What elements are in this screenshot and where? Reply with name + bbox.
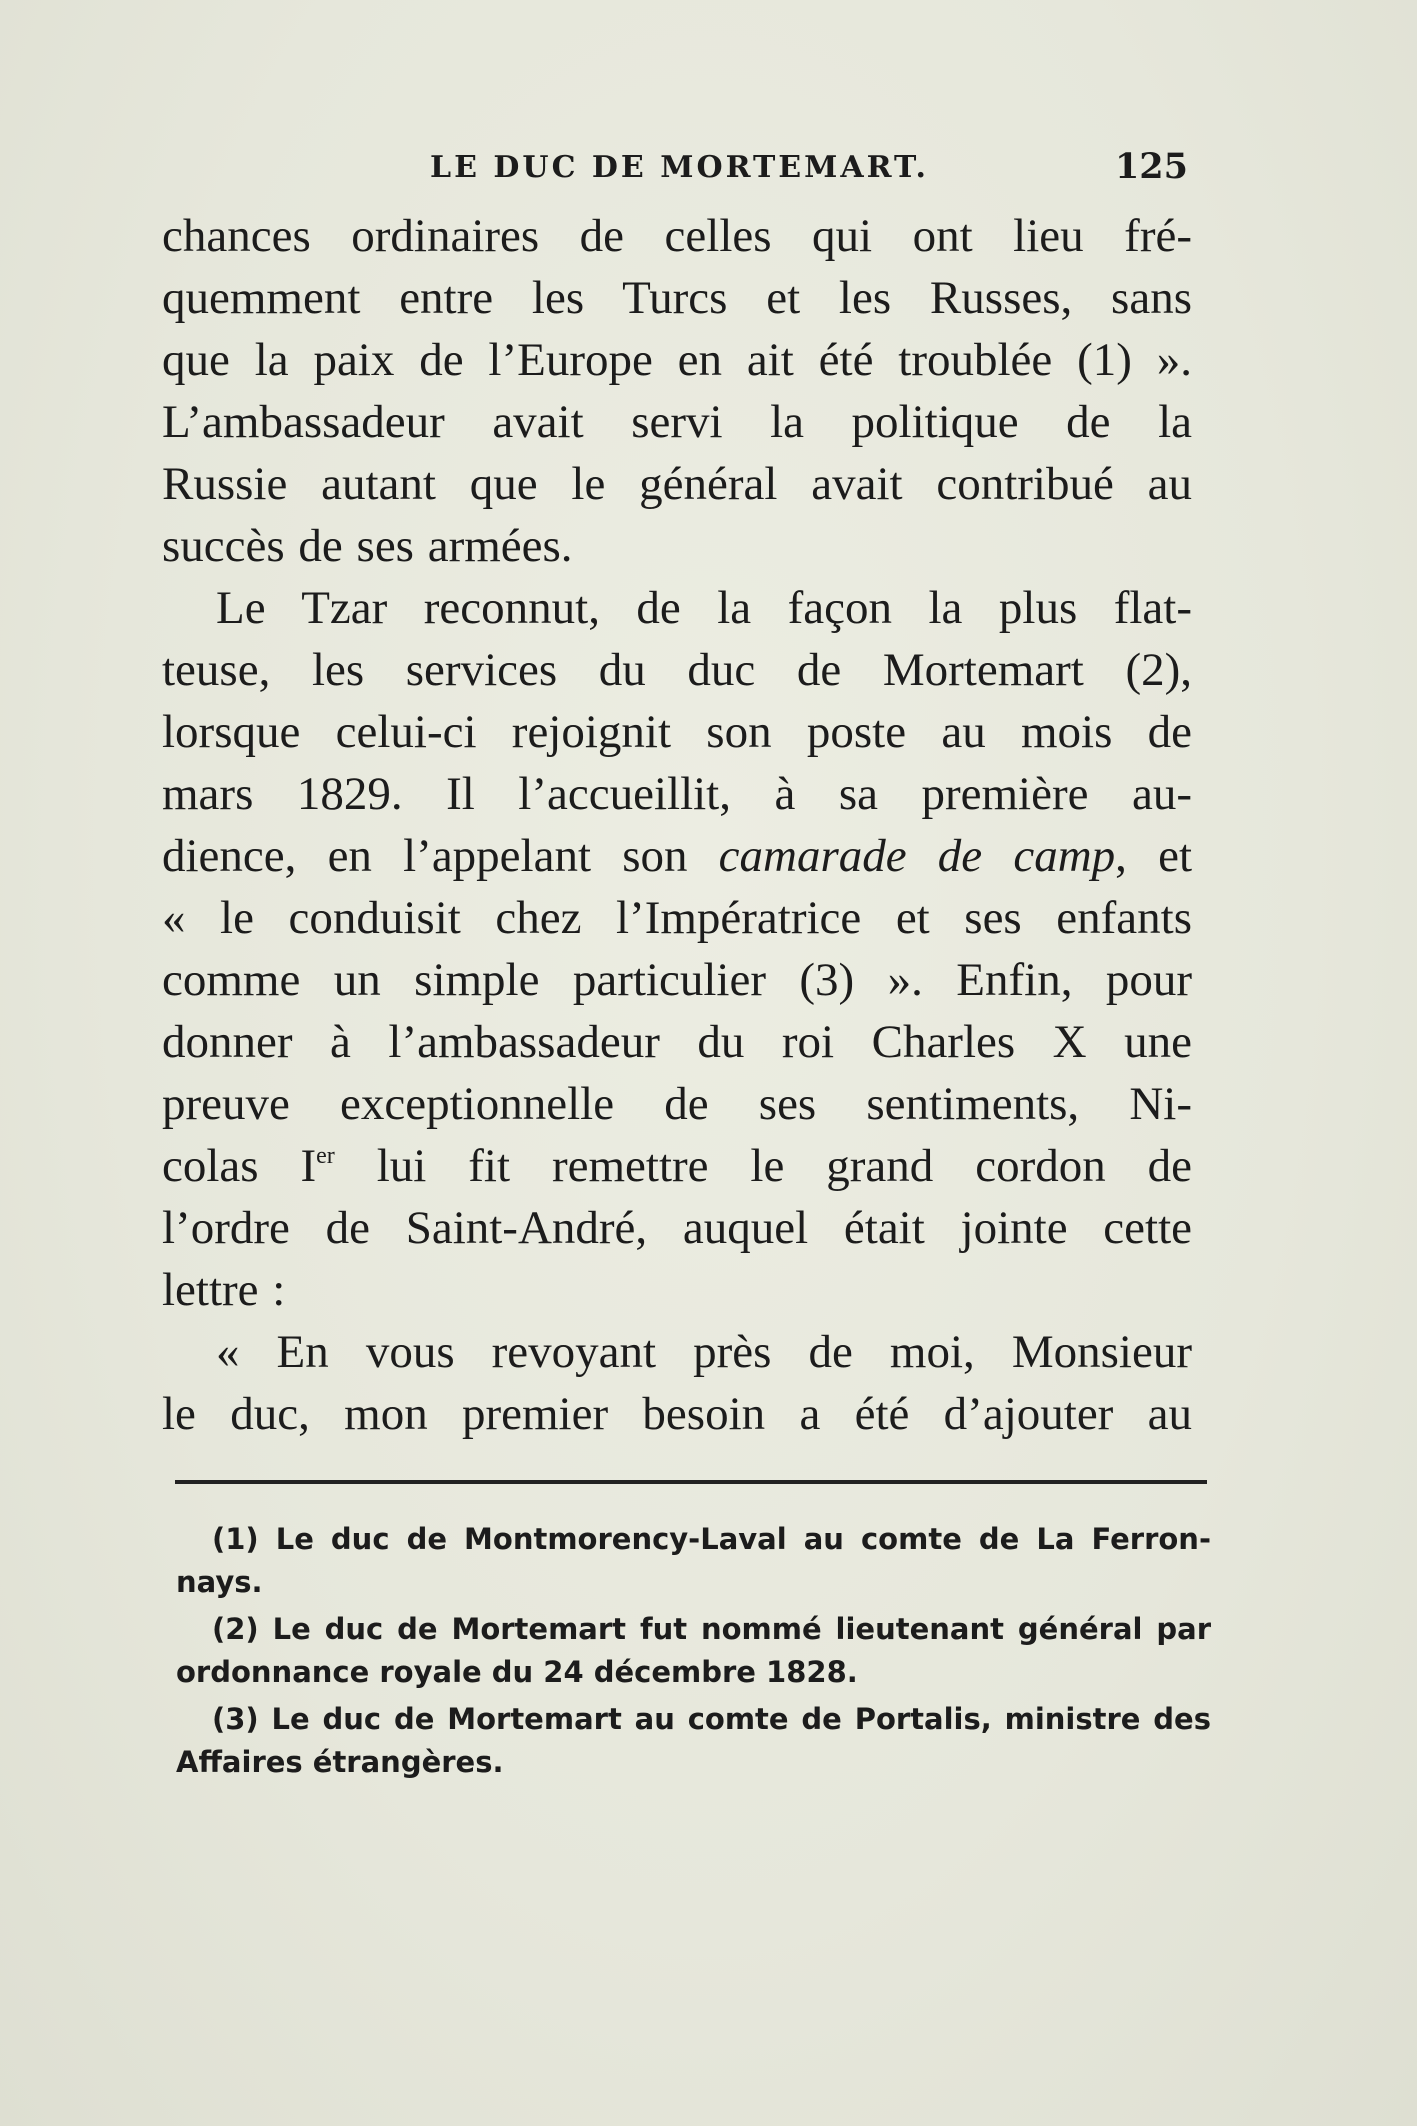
footnote-2: (2) Le duc de Mortemart fut nommé lieutenant général par xyxy=(212,1612,1211,1646)
footnote-divider xyxy=(175,1480,1207,1484)
text-line: lettre : xyxy=(162,1264,286,1316)
text-segment: lui fit remettre le grand cordon de xyxy=(334,1140,1192,1192)
text-line: chances ordinaires de celles qui ont lieu fré- xyxy=(162,210,1192,262)
text-line: le duc, mon premier besoin a été d’ajouter au xyxy=(162,1388,1192,1440)
superscript: er xyxy=(316,1143,335,1169)
italic-phrase: camarade de camp xyxy=(718,830,1116,882)
text-line: teuse, les services du duc de Mortemart (2), xyxy=(162,644,1192,696)
footnote-1-continuation: nays. xyxy=(176,1565,263,1599)
text-line-with-superscript xyxy=(162,1135,1192,1197)
page-header xyxy=(160,146,1188,196)
text-line: Russie autant que le général avait contribué au xyxy=(162,458,1192,510)
text-line: succès de ses armées. xyxy=(162,520,573,572)
text-line: « le conduisit chez l’Impératrice et ses enfants xyxy=(162,892,1192,944)
text-line: que la paix de l’Europe en ait été troublée (1) ». xyxy=(162,334,1192,386)
text-line: « En vous revoyant près de moi, Monsieur xyxy=(216,1326,1192,1378)
text-line: donner à l’ambassadeur du roi Charles X une xyxy=(162,1016,1192,1068)
footnote-3-continuation: Affaires étrangères. xyxy=(176,1745,504,1779)
text-line: Le Tzar reconnut, de la façon la plus flat- xyxy=(216,582,1192,634)
text-line: l’ordre de Saint-André, auquel était jointe cette xyxy=(162,1202,1192,1254)
text-line-with-italic xyxy=(162,825,1192,887)
text-segment: , et xyxy=(1115,830,1193,882)
text-line: preuve exceptionnelle de ses sentiments, Ni- xyxy=(162,1078,1192,1130)
footnotes xyxy=(176,1518,1211,1784)
footnote-1: (1) Le duc de Montmorency-Laval au comte de La Ferron- xyxy=(212,1522,1211,1556)
text-segment: dience, en l’appelant son xyxy=(162,830,719,882)
text-segment: colas I xyxy=(162,1140,317,1192)
page-number: 125 xyxy=(1114,146,1188,187)
text-line: comme un simple particulier (3) ». Enfin, pour xyxy=(162,954,1192,1006)
text-line: mars 1829. Il l’accueillit, à sa première au- xyxy=(162,768,1192,820)
footnote-2-continuation: ordonnance royale du 24 décembre 1828. xyxy=(176,1655,858,1689)
running-title: LE DUC DE MORTEMART. xyxy=(430,150,929,185)
text-line: L’ambassadeur avait servi la politique de la xyxy=(162,396,1192,448)
text-line: quemment entre les Turcs et les Russes, sans xyxy=(162,272,1192,324)
footnote-3: (3) Le duc de Mortemart au comte de Portalis, ministre des xyxy=(212,1702,1211,1736)
main-text xyxy=(162,205,1192,1445)
text-line: lorsque celui-ci rejoignit son poste au mois de xyxy=(162,706,1192,758)
